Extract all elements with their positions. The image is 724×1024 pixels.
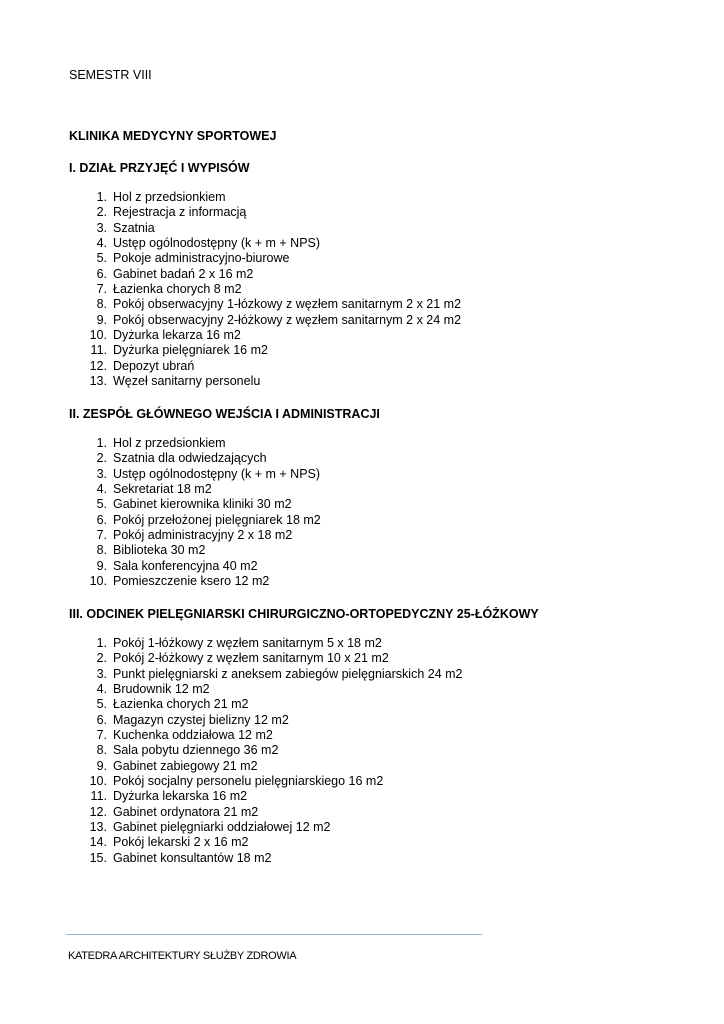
list-item bbox=[69, 436, 689, 451]
list-item-text: Biblioteka 30 m2 bbox=[113, 543, 206, 558]
section-admissions bbox=[69, 160, 689, 389]
list-item-number: 11. bbox=[90, 343, 107, 358]
list-item-number: 3. bbox=[96, 666, 107, 681]
list-item-text: Brudownik 12 m2 bbox=[113, 682, 210, 697]
list-item bbox=[69, 190, 689, 205]
list-item-number: 5. bbox=[96, 497, 107, 512]
list-item-text: Gabinet konsultantów 18 m2 bbox=[113, 850, 272, 865]
list-item-text: Gabinet kierownika kliniki 30 m2 bbox=[113, 497, 292, 512]
list-item bbox=[69, 543, 689, 558]
list-item-text: Dyżurka pielęgniarek 16 m2 bbox=[113, 343, 268, 358]
list-item-number: 15. bbox=[89, 850, 107, 865]
list-item bbox=[69, 774, 689, 789]
list-item-text: Ustęp ogólnodostępny (k + m + NPS) bbox=[113, 466, 321, 481]
list-item-number: 6. bbox=[96, 712, 107, 727]
list-item-text: Szatnia bbox=[113, 220, 155, 235]
list-item-number: 10. bbox=[89, 774, 107, 789]
list-item bbox=[69, 282, 689, 297]
list-item-text: Pokój 2-łóżkowy z węzłem sanitarnym 10 x 21 m2 bbox=[113, 651, 389, 666]
list-item-text: Pokój przełożonej pielęgniarek 18 m2 bbox=[113, 512, 321, 527]
list-item-number: 12. bbox=[89, 358, 107, 373]
list-item-number: 13. bbox=[89, 374, 107, 389]
semester-label: SEMESTR VIII bbox=[69, 68, 152, 82]
list-item-text: Dyżurka lekarza 16 m2 bbox=[113, 328, 241, 343]
list-item bbox=[69, 467, 689, 482]
list-item-number: 8. bbox=[96, 297, 107, 312]
list-item-text: Pokój administracyjny 2 x 18 m2 bbox=[113, 528, 293, 543]
list-item bbox=[69, 343, 689, 358]
list-item bbox=[69, 682, 689, 697]
list-item bbox=[69, 697, 689, 712]
list-item-text: Węzeł sanitarny personelu bbox=[113, 374, 261, 389]
room-list bbox=[69, 190, 689, 389]
list-item-number: 13. bbox=[89, 820, 107, 835]
list-item-text: Rejestracja z informacją bbox=[113, 205, 247, 220]
list-item bbox=[69, 267, 689, 282]
list-item-text: Pokój socjalny personelu pielęgniarskiego 16 m2 bbox=[113, 774, 384, 789]
list-item bbox=[69, 359, 689, 374]
list-item-number: 1. bbox=[96, 436, 107, 450]
list-item-text: Łazienka chorych 21 m2 bbox=[113, 697, 249, 712]
list-item-number: 7. bbox=[96, 728, 107, 743]
list-item-number: 6. bbox=[96, 512, 107, 527]
list-item-number: 6. bbox=[96, 266, 107, 281]
list-item bbox=[69, 743, 689, 758]
list-item-number: 11. bbox=[90, 789, 107, 804]
list-item bbox=[69, 789, 689, 804]
list-item-number: 5. bbox=[96, 251, 107, 266]
list-item-text: Magazyn czystej bielizny 12 m2 bbox=[113, 712, 289, 727]
list-item-text: Szatnia dla odwiedzających bbox=[113, 451, 267, 466]
list-item bbox=[69, 636, 689, 651]
list-item bbox=[69, 820, 689, 835]
list-item-text: Hol z przedsionkiem bbox=[113, 190, 226, 204]
list-item-number: 5. bbox=[96, 697, 107, 712]
list-item-text: Gabinet badań 2 x 16 m2 bbox=[113, 266, 254, 281]
list-item bbox=[69, 374, 689, 389]
list-item bbox=[69, 497, 689, 512]
list-item-number: 8. bbox=[96, 543, 107, 558]
list-item bbox=[69, 805, 689, 820]
list-item-text: Pokój lekarski 2 x 16 m2 bbox=[113, 835, 249, 850]
list-item-text: Hol z przedsionkiem bbox=[113, 436, 226, 450]
list-item-text: Sala konferencyjna 40 m2 bbox=[113, 558, 258, 573]
list-item-text: Pokój obserwacyjny 1-łózkowy z węzłem sanitarnym 2 x 21 m2 bbox=[113, 297, 462, 312]
list-item-number: 2. bbox=[96, 651, 107, 666]
list-item-number: 4. bbox=[96, 682, 107, 697]
list-item-text: Sala pobytu dziennego 36 m2 bbox=[113, 743, 279, 758]
list-item-number: 14. bbox=[89, 835, 107, 850]
room-list bbox=[69, 636, 689, 866]
list-item-number: 7. bbox=[96, 528, 107, 543]
section-title: I. DZIAŁ PRZYJĘĆ I WYPISÓW bbox=[69, 161, 250, 175]
list-item bbox=[69, 559, 689, 574]
list-item bbox=[69, 574, 689, 589]
list-item-text: Pomieszczenie ksero 12 m2 bbox=[113, 574, 270, 589]
section-title: II. ZESPÓŁ GŁÓWNEGO WEJŚCIA I ADMINISTRACJI bbox=[69, 407, 380, 421]
list-item-text: Gabinet pielęgniarki oddziałowej 12 m2 bbox=[113, 820, 331, 835]
list-item-text: Pokój obserwacyjny 2-łóżkowy z węzłem sanitarnym 2 x 24 m2 bbox=[113, 312, 462, 327]
list-item-number: 8. bbox=[96, 743, 107, 758]
list-item bbox=[69, 205, 689, 220]
list-item-number: 2. bbox=[96, 451, 107, 466]
list-item-number: 9. bbox=[96, 312, 107, 327]
list-item-text: Sekretariat 18 m2 bbox=[113, 482, 212, 497]
list-item-text: Depozyt ubrań bbox=[113, 358, 195, 373]
list-item-number: 10. bbox=[89, 328, 107, 343]
list-item-text: Dyżurka lekarska 16 m2 bbox=[113, 789, 248, 804]
room-list bbox=[69, 436, 689, 589]
list-item bbox=[69, 851, 689, 866]
list-item-text: Gabinet zabiegowy 21 m2 bbox=[113, 758, 258, 773]
list-item bbox=[69, 728, 689, 743]
list-item-number: 1. bbox=[96, 190, 107, 204]
list-item bbox=[69, 667, 689, 682]
footer-divider bbox=[66, 934, 482, 935]
list-item-number: 2. bbox=[96, 205, 107, 220]
list-item bbox=[69, 236, 689, 251]
list-item bbox=[69, 482, 689, 497]
list-item-number: 7. bbox=[96, 282, 107, 297]
section-main-entrance bbox=[69, 406, 689, 589]
list-item-number: 9. bbox=[96, 758, 107, 773]
list-item-text: Pokój 1-łóżkowy z węzłem sanitarnym 5 x 18 m2 bbox=[113, 636, 382, 650]
list-item-text: Gabinet ordynatora 21 m2 bbox=[113, 804, 259, 819]
section-title: III. ODCINEK PIELĘGNIARSKI CHIRURGICZNO-ORTOPEDYCZNY 25-ŁÓŻKOWY bbox=[69, 607, 539, 621]
list-item-number: 3. bbox=[96, 466, 107, 481]
section-nursing-unit bbox=[69, 606, 689, 866]
list-item-number: 4. bbox=[96, 482, 107, 497]
list-item bbox=[69, 513, 689, 528]
list-item-text: Ustęp ogólnodostępny (k + m + NPS) bbox=[113, 236, 321, 251]
list-item-text: Pokoje administracyjno-biurowe bbox=[113, 251, 290, 266]
list-item-text: Punkt pielęgniarski z aneksem zabiegów pielęgniarskich 24 m2 bbox=[113, 666, 463, 681]
clinic-title: KLINIKA MEDYCYNY SPORTOWEJ bbox=[69, 129, 277, 143]
list-item bbox=[69, 759, 689, 774]
list-item bbox=[69, 835, 689, 850]
list-item bbox=[69, 297, 689, 312]
list-item-number: 4. bbox=[96, 236, 107, 251]
list-item-number: 12. bbox=[89, 804, 107, 819]
list-item bbox=[69, 221, 689, 236]
list-item bbox=[69, 328, 689, 343]
list-item-number: 10. bbox=[89, 574, 107, 589]
list-item bbox=[69, 651, 689, 666]
list-item-text: Kuchenka oddziałowa 12 m2 bbox=[113, 728, 273, 743]
list-item bbox=[69, 451, 689, 466]
footer-text: KATEDRA ARCHITEKTURY SŁUŻBY ZDROWIA bbox=[68, 950, 297, 962]
list-item-number: 9. bbox=[96, 558, 107, 573]
list-item bbox=[69, 528, 689, 543]
list-item bbox=[69, 313, 689, 328]
list-item-number: 3. bbox=[96, 220, 107, 235]
list-item bbox=[69, 713, 689, 728]
list-item-number: 1. bbox=[96, 636, 107, 650]
list-item bbox=[69, 251, 689, 266]
list-item-text: Łazienka chorych 8 m2 bbox=[113, 282, 242, 297]
